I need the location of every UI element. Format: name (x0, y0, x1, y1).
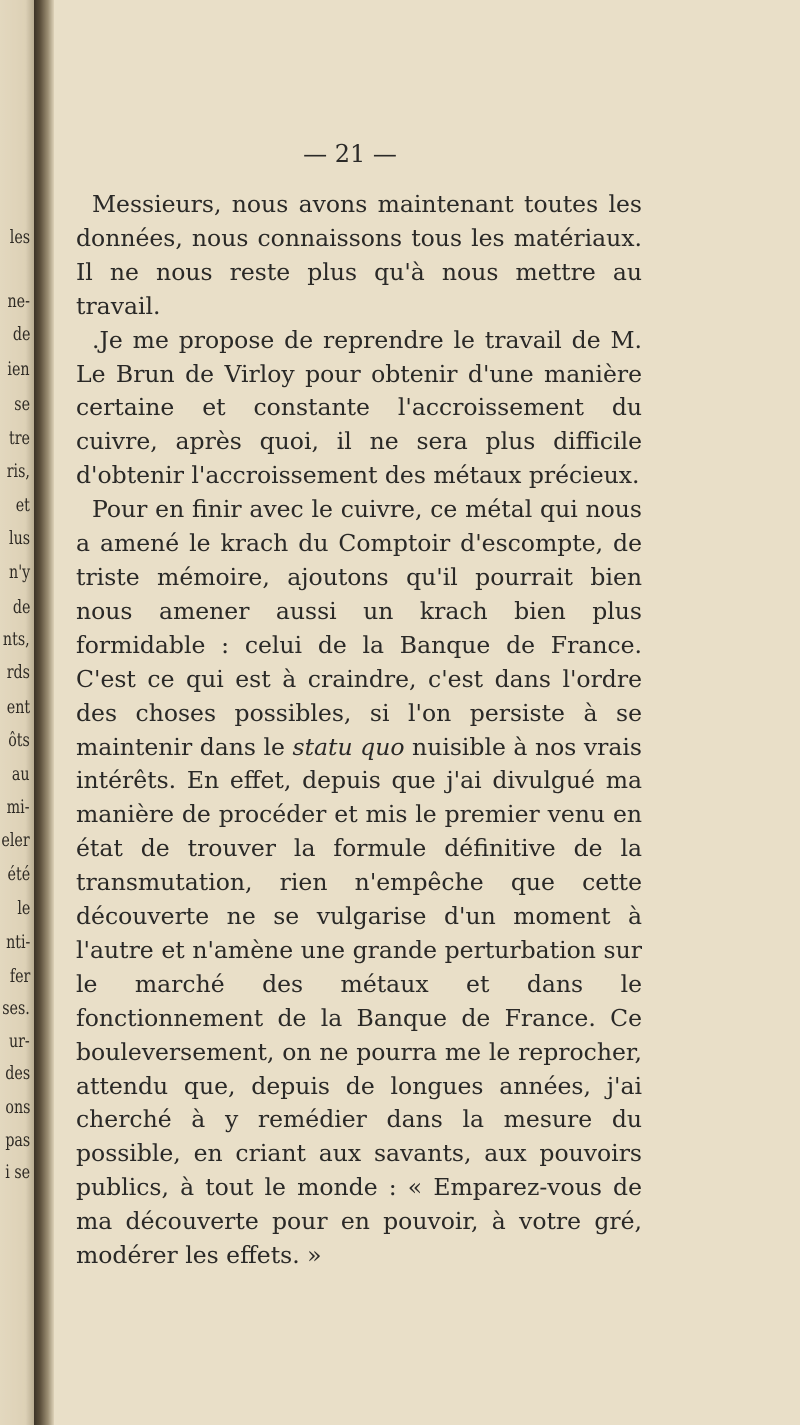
facing-word: nts, (3, 628, 30, 650)
facing-word: fer (9, 965, 30, 987)
facing-word: des (5, 1062, 30, 1084)
text-run: nuisible à nos vrais intérêts. En effet, depuis que j'ai divulgué ma manière de procéder et mis le premier venu en état de trouver la formule définitive de la transmutation, rien n'empêche que cette découverte ne se vulgarise d'un moment à l'autre et n'amène une grande perturbation sur le marché des métaux et dans le fonctionnement de la Banque de France. Ce bouleversement, on ne pourra me le reprocher, attendu que, depuis de longues années, j'ai cherché à y remédier dans la mesure du possible, en criant aux savants, aux pouvoirs publics, à tout le monde : « Emparez-vous de ma découverte pour en pouvoir, à votre gré, modérer les effets. » (76, 732, 642, 1270)
facing-word: ons (4, 1096, 30, 1118)
facing-word: eler (1, 829, 30, 851)
facing-word: et (15, 494, 30, 516)
paragraph (76, 493, 642, 1273)
facing-word: ur- (9, 1030, 30, 1052)
italic-phrase: statu quo (292, 732, 405, 761)
body-text (76, 188, 642, 1273)
book-gutter (34, 0, 54, 1425)
facing-word: de (12, 596, 30, 618)
facing-word: au (12, 763, 30, 785)
facing-word: n'y (8, 561, 30, 583)
facing-word: le (17, 897, 30, 919)
facing-word: ris, (6, 460, 30, 482)
facing-word: les (9, 226, 30, 248)
facing-word: ses. (2, 997, 30, 1019)
facing-word: nti- (5, 931, 30, 953)
paragraph: Messieurs, nous avons maintenant toutes les données, nous connaissons tous les matériaux. Il ne nous reste plus qu'à nous mettre au travail. (76, 190, 642, 320)
facing-word: mi- (7, 796, 30, 818)
facing-word: i se (5, 1161, 30, 1183)
facing-word: ent (6, 696, 30, 718)
facing-word: lus (8, 527, 30, 549)
facing-word: pas (5, 1129, 30, 1151)
facing-word: de (12, 323, 30, 345)
facing-page-edge (0, 0, 34, 1425)
facing-word: tre (9, 427, 30, 449)
facing-word: ien (7, 358, 30, 380)
facing-word: ôts (8, 729, 30, 751)
facing-word: été (7, 863, 30, 885)
facing-word: rds (6, 661, 30, 683)
text-run: Pour en finir avec le cuivre, ce métal qui nous a amené le krach du Comptoir d'escompte, de triste mémoire, ajoutons qu'il pourrait bien nous amener aussi un krach bien plus formidable : celui de la Banque de France. C'est ce qui est à craindre, c'est dans l'ordre des choses possibles, si l'on persiste à se maintenir dans le (76, 495, 642, 761)
facing-word: ne- (7, 290, 30, 312)
page-number: — 21 — (303, 140, 397, 168)
facing-word: se (14, 393, 30, 415)
paragraph: .Je me propose de reprendre le travail de M. Le Brun de Virloy pour obtenir d'une manière certaine et constante l'accroissement du cuivre, après quoi, il ne sera plus difficile d'obtenir l'accroissement des métaux précieux. (76, 325, 642, 490)
